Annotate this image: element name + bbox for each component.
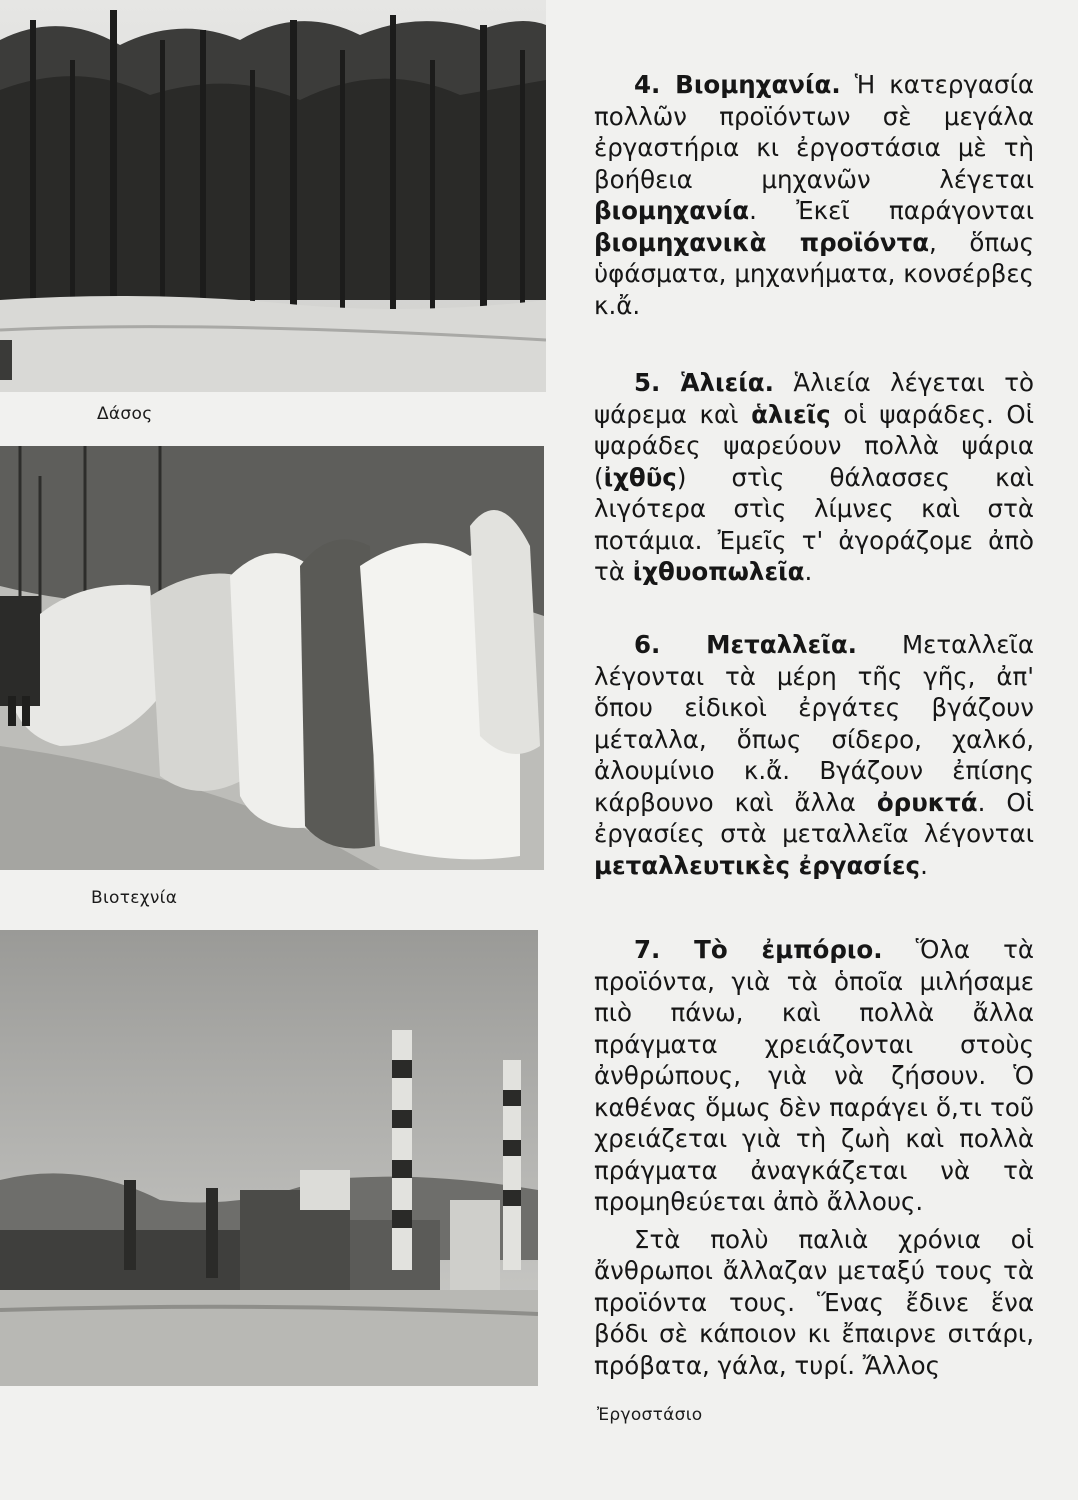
forest-caption: Δάσος <box>97 404 153 424</box>
section-industry: 4. Βιομηχανία. Ἡ κατεργασία πολλῶν προϊόντων σὲ μεγάλα ἐργαστήρια κι ἐργοστάσια μὲ τὴ βοήθεια μηχανῶν λέγεται βιομηχανία. Ἐκεῖ παράγονται βιομηχανικὰ προϊόντα, ὅπως ὑφάσματα, μηχανήματα, κονσέρβες κ.ἄ. <box>594 70 1035 320</box>
factory-photo <box>0 930 538 1386</box>
section-mines: 6. Μεταλλεῖα. Μεταλλεῖα λέγονται τὰ μέρη τῆς γῆς, ἀπ' ὅπου εἰδικοὶ ἐργάτες βγάζουν μέταλλα, ὅπως σίδερο, χαλκό, ἀλουμίνιο κ.ἄ. Βγάζουν ἐπίσης κάρβουνο καὶ ἄλλα ὀρυκτά. Οἱ ἐργασίες στὰ μεταλλεῖα λέγονται μεταλλευτικὲς ἐργασίες. <box>594 630 1034 880</box>
section-heading: 7. Τὸ ἐμπόριο. <box>634 935 883 964</box>
rugs-photo <box>0 446 544 870</box>
section-heading: 6. Μεταλλεῖα. <box>634 630 857 659</box>
section-trade: 7. Τὸ ἐμπόριο. Ὅλα τὰ προϊόντα, γιὰ τὰ ὁποῖα μιλήσαμε πιὸ πάνω, καὶ πολλὰ ἄλλα πράγματα χρειάζονται στοὺς ἀνθρώπους, γιὰ νὰ ζήσουν. Ὁ καθένας ὅμως δὲν παράγει ὅ,τι τοῦ χρειάζεται γιὰ τὴ ζωὴ καὶ πολλὰ πράγματα ἀναγκάζεται νὰ τὰ προμηθεύεται ἀπὸ ἄλλους. Στὰ πολὺ παλιὰ χρόνια οἱ ἄνθρωποι ἄλλαζαν μεταξύ τους τὰ προϊόντα τους. Ἕνας ἔδινε ἕνα βόδι σὲ κάποιον κι ἔπαιρνε σιτάρι, πρόβατα, γάλα, τυρί. Ἄλλος <box>594 935 1034 1380</box>
section-heading: 4. Βιομηχανία. <box>634 70 841 99</box>
trade-paragraph-2: Στὰ πολὺ παλιὰ χρόνια οἱ ἄνθρωποι ἄλλαζαν μεταξύ τους τὰ προϊόντα τους. Ἕνας ἔδινε ἕνα βόδι σὲ κάποιον κι ἔπαιρνε σιτάρι, πρόβατα, γάλα, τυρί. Ἄλλος <box>594 1224 1034 1380</box>
section-heading: 5. Ἁλιεία. <box>634 368 774 397</box>
forest-photo <box>0 0 546 392</box>
rugs-caption: Βιοτεχνία <box>91 888 178 908</box>
factory-caption: Ἐργοστάσιο <box>597 1405 703 1425</box>
section-fishing: 5. Ἁλιεία. Ἁλιεία λέγεται τὸ ψάρεμα καὶ ἁλιεῖς οἱ ψαράδες. Οἱ ψαράδες ψαρεύουν πολλὰ ψάρια (ἰχθῦς) στὶς θάλασσες καὶ λιγότερα στὶς λίμνες καὶ στὰ ποτάμια. Ἐμεῖς τ' ἀγοράζομε ἀπὸ τὰ ἰχθυοπωλεῖα. <box>594 368 1035 586</box>
